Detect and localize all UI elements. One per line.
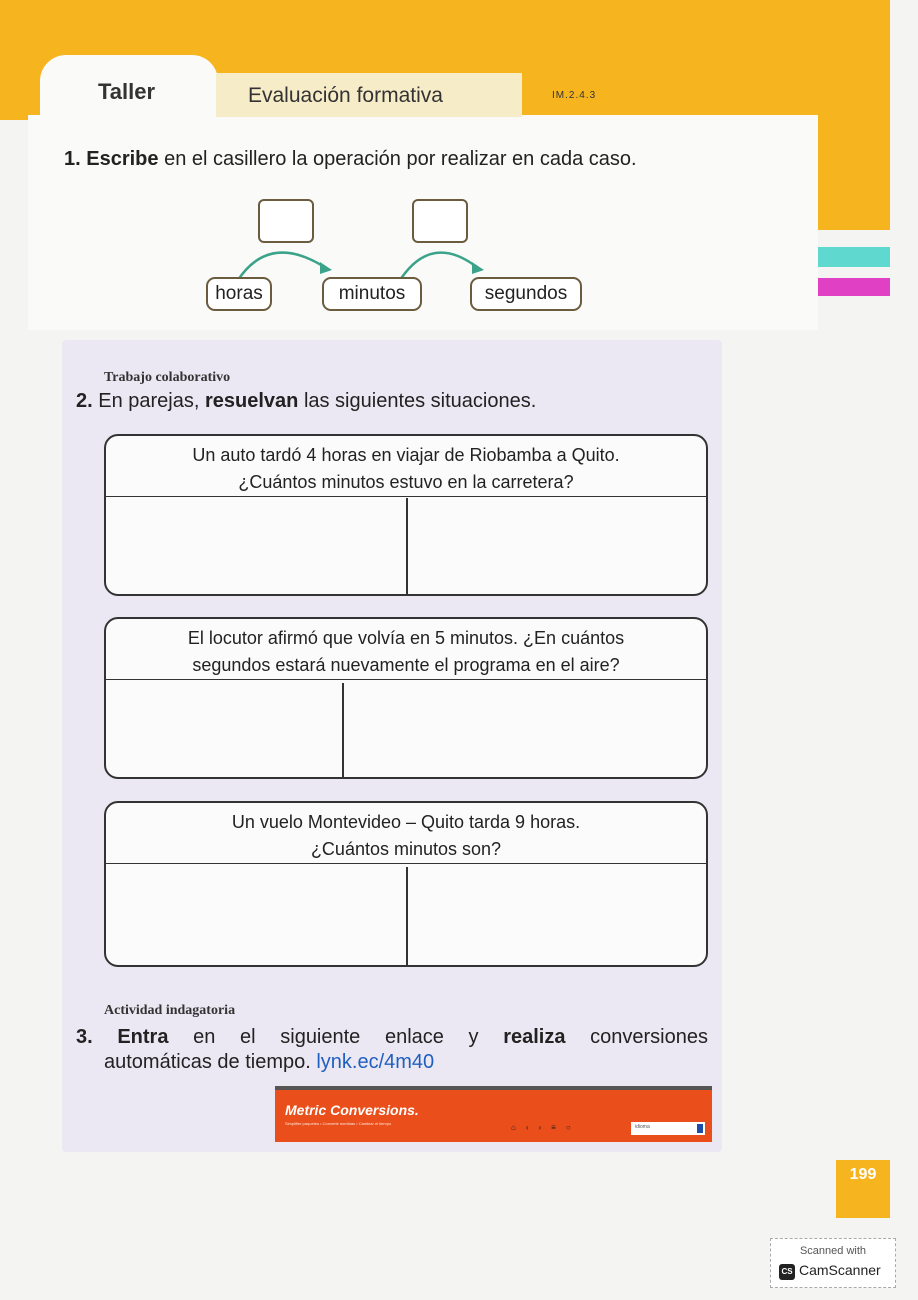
problem-2-answer-area[interactable] [106,683,706,777]
problem-1-line-2: ¿Cuántos minutos estuvo en la carretera? [238,472,574,492]
problem-2-line-1: El locutor afirmó que volvía en 5 minutos. ¿En cuántos [187,628,625,648]
curriculum-code: IM.2.4.3 [552,90,597,101]
conversion-arrows [0,0,918,330]
problem-2-text [106,619,706,680]
question-2-text: las siguientes situaciones. [303,390,537,412]
question-3-line-2 [104,1051,434,1074]
metric-conversions-subtitle: Simplifier paquetes • Convertir medidas • Cambiar el tiempo [285,1121,392,1126]
problem-3-line-1: Un vuelo Montevideo – Quito tarda 9 horas. [231,812,581,832]
scanned-with-text: Scanned with [799,1245,867,1257]
problem-card-2 [104,617,708,779]
unit-horas: horas [206,277,272,311]
problem-1-answer-area[interactable] [106,498,706,594]
arrowhead-2 [472,262,484,274]
problem-3-line-2: ¿Cuántos minutos son? [310,839,502,859]
arrowhead-1 [320,262,332,274]
arrow-minutos-segundos [400,253,478,280]
unit-segundos: segundos [470,277,582,311]
conversion-link[interactable]: lynk.ec/4m40 [316,1051,435,1073]
banner-search-icon [697,1124,703,1133]
metric-conversions-screenshot [275,1086,712,1142]
question-3-end: conversiones [590,1026,708,1048]
camscanner-watermark [770,1238,896,1288]
problem-2-cell-divider [342,683,344,777]
metric-conversions-title: Metric Conversions. [285,1102,419,1118]
problem-3-cell-divider [406,867,408,965]
problem-1-text [106,436,706,497]
arrow-horas-minutos [238,253,326,280]
camscanner-brand: CamScanner [799,1262,881,1278]
question-2-number: 2. [76,390,93,412]
problem-3-answer-area[interactable] [106,867,706,965]
question-3-number: 3. [76,1026,93,1048]
question-3-verb-2: realiza [503,1026,566,1048]
problem-2-line-2: segundos estará nuevamente el programa en el aire? [192,655,620,675]
question-3-line-2-text: automáticas de tiempo. [104,1051,311,1073]
tab-evaluacion-label: Evaluación formativa [248,84,443,107]
problem-1-cell-divider [406,498,408,594]
banner-search-placeholder: idioma [635,1124,650,1130]
question-3-mid: en el siguiente enlace y [193,1026,479,1048]
banner-search-field [631,1122,705,1135]
question-2-verb: resuelvan [204,390,299,412]
question-3-verb-1: Entra [117,1026,169,1048]
problem-1-line-1: Un auto tardó 4 horas en viajar de Riobamba a Quito. [192,445,620,465]
question-1-text: en el casillero la operación por realizar en cada caso. [164,148,637,170]
question-1-number: 1. [64,148,81,170]
camscanner-logo-icon: CS [779,1264,795,1280]
page-number: 199 [849,1166,877,1183]
trabajo-colaborativo-label: Trabajo colaborativo [104,370,231,385]
problem-3-text [106,803,706,864]
tab-taller-label: Taller [98,79,156,104]
problem-card-3 [104,801,708,967]
question-2-prefix: En parejas, [98,390,200,412]
banner-nav-icons: ⌂‹›≡○ [511,1123,581,1132]
question-1-verb: Escribe [86,148,159,170]
actividad-indagatoria-label: Actividad indagatoria [104,1003,236,1018]
question-3 [76,1023,708,1051]
problem-card-1 [104,434,708,596]
unit-minutos: minutos [322,277,422,311]
question-2 [76,390,536,413]
